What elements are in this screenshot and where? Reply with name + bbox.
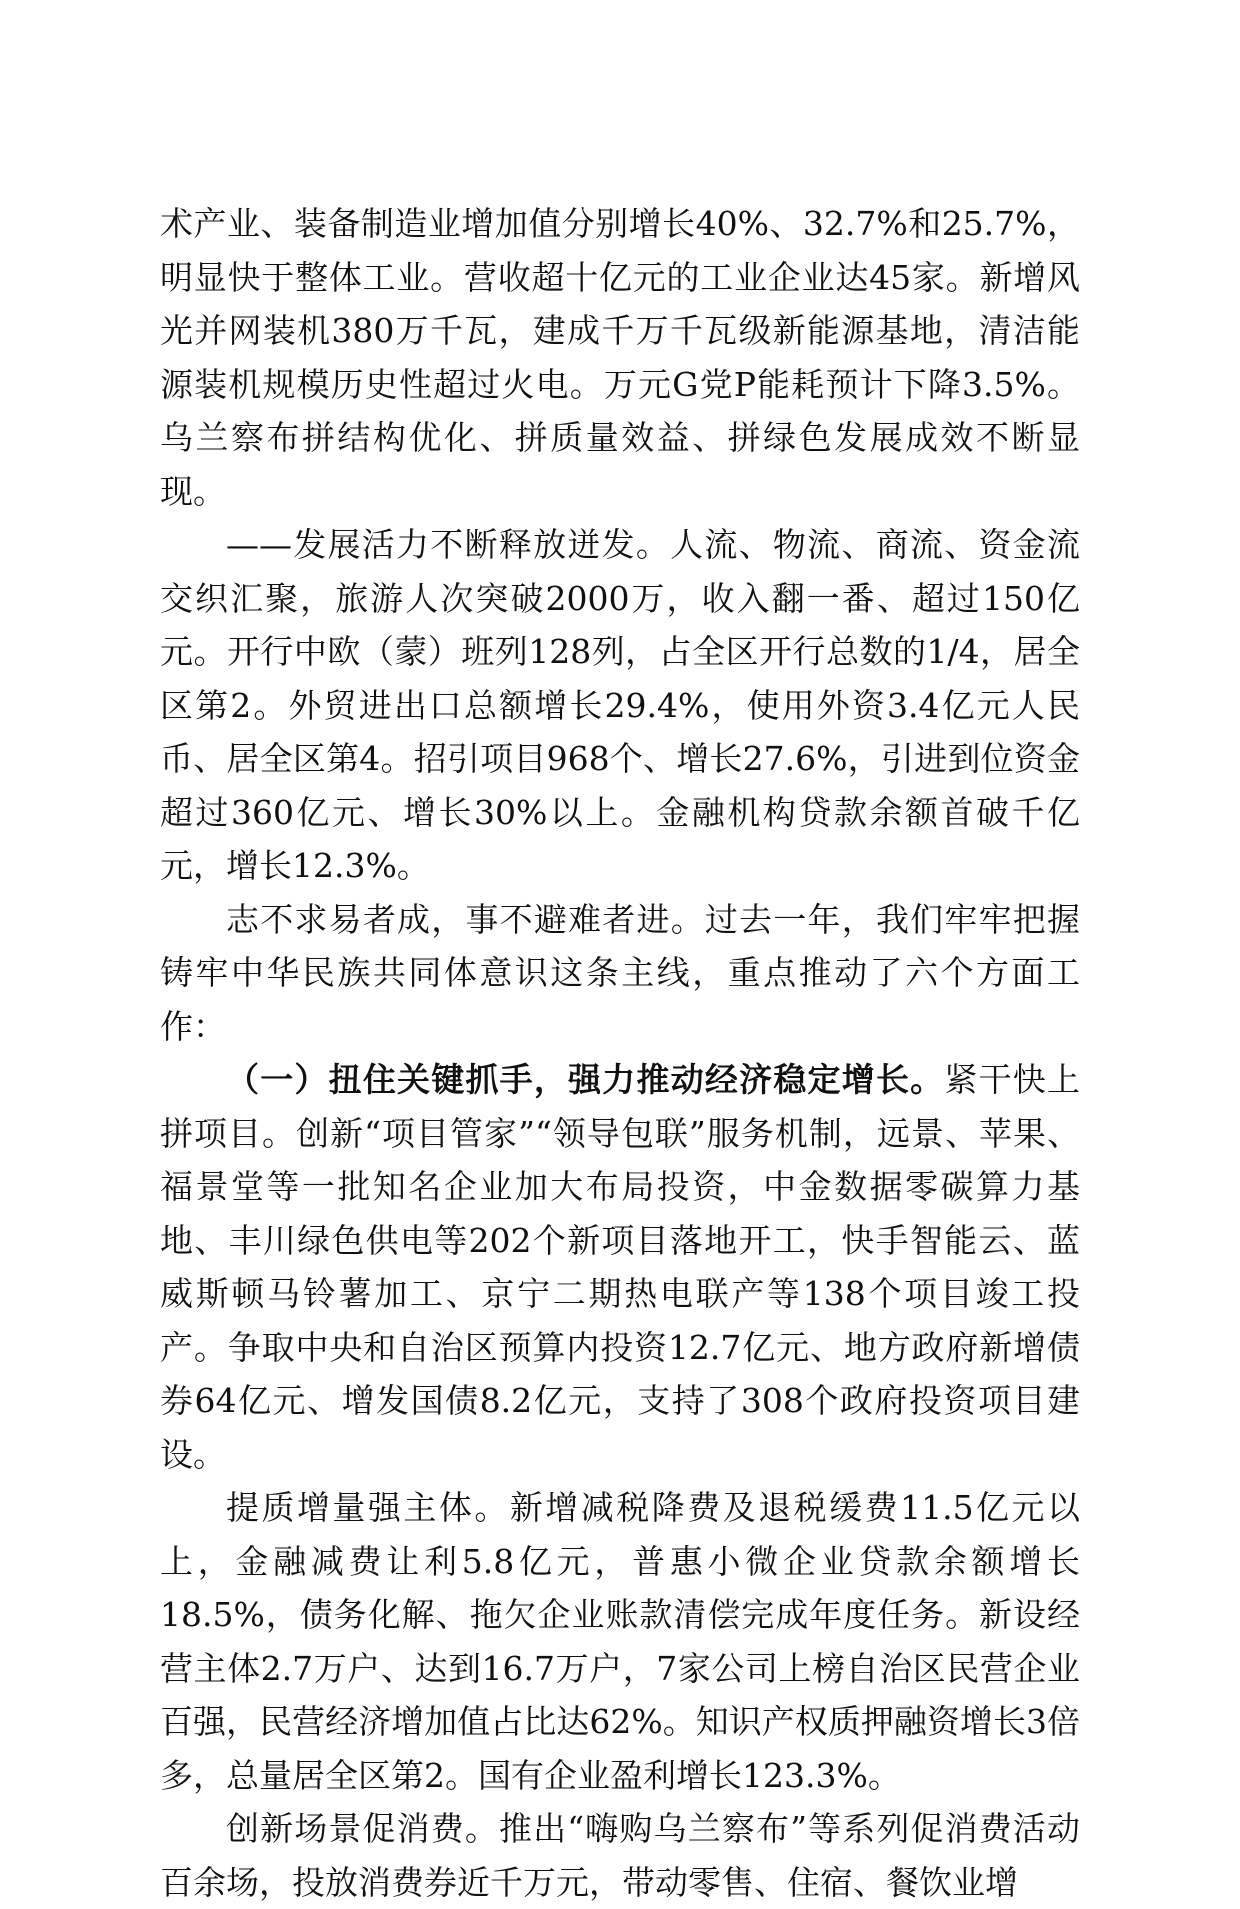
paragraph-section-one [160, 1053, 1080, 1481]
paragraph-consumption: 创新场景促消费。推出“嗨购乌兰察布”等系列促消费活动百余场，投放消费券近千万元，带动零售、住宿、餐饮业增 [160, 1809, 1080, 1902]
document-page [160, 197, 1080, 1909]
section-body: 紧干快上拼项目。创新“项目管家”“领导包联”服务机制，远景、苹果、福景堂等一批知名企业加大布局投资，中金数据零碳算力基地、丰川绿色供电等202个新项目落地开工，快手智能云、蓝威斯顿马铃薯加工、京宁二期热电联产等138个项目竣工投产。争取中央和自治区预算内投资12.7亿元、地方政府新增债券64亿元、增发国债8.2亿元，支持了308个政府投资项目建设。 [160, 1060, 1081, 1474]
paragraph-market-entities: 提质增量强主体。新增减税降费及退税缓费11.5亿元以上，金融减费让利5.8亿元，普惠小微企业贷款余额增长18.5%，债务化解、拖欠企业账款清偿完成年度任务。新设经营主体2.7万户、达到16.7万户，7家公司上榜自治区民营企业百强，民营经济增加值占比达62%。知识产权质押融资增长3倍多，总量居全区第2。国有企业盈利增长123.3%。 [160, 1488, 1080, 1795]
paragraph-industry-growth: 术产业、装备制造业增加值分别增长40%、32.7%和25.7%，明显快于整体工业。营收超十亿元的工业企业达45家。新增风光并网装机380万千瓦，建成千万千瓦级新能源基地，清洁能源装机规模历史性超过火电。万元G党P能耗预计下降3.5%。乌兰察布拼结构优化、拼质量效益、拼绿色发展成效不断显现。 [160, 204, 1080, 511]
paragraph-development-vitality: ——发展活力不断释放迸发。人流、物流、商流、资金流交织汇聚，旅游人次突破2000万，收入翻一番、超过150亿元。开行中欧（蒙）班列128列，占全区开行总数的1/4，居全区第2。外贸进出口总额增长29.4%，使用外资3.4亿元人民币、居全区第4。招引项目968个、增长27.6%，引进到位资金超过360亿元、增长30%以上。金融机构贷款余额首破千亿元，增长12.3%。 [160, 525, 1080, 885]
section-heading: （一）扭住关键抓手，强力推动经济稳定增长。 [226, 1060, 945, 1099]
paragraph-summary-intro: 志不求易者成，事不避难者进。过去一年，我们牢牢把握铸牢中华民族共同体意识这条主线，重点推动了六个方面工作： [160, 899, 1080, 1046]
